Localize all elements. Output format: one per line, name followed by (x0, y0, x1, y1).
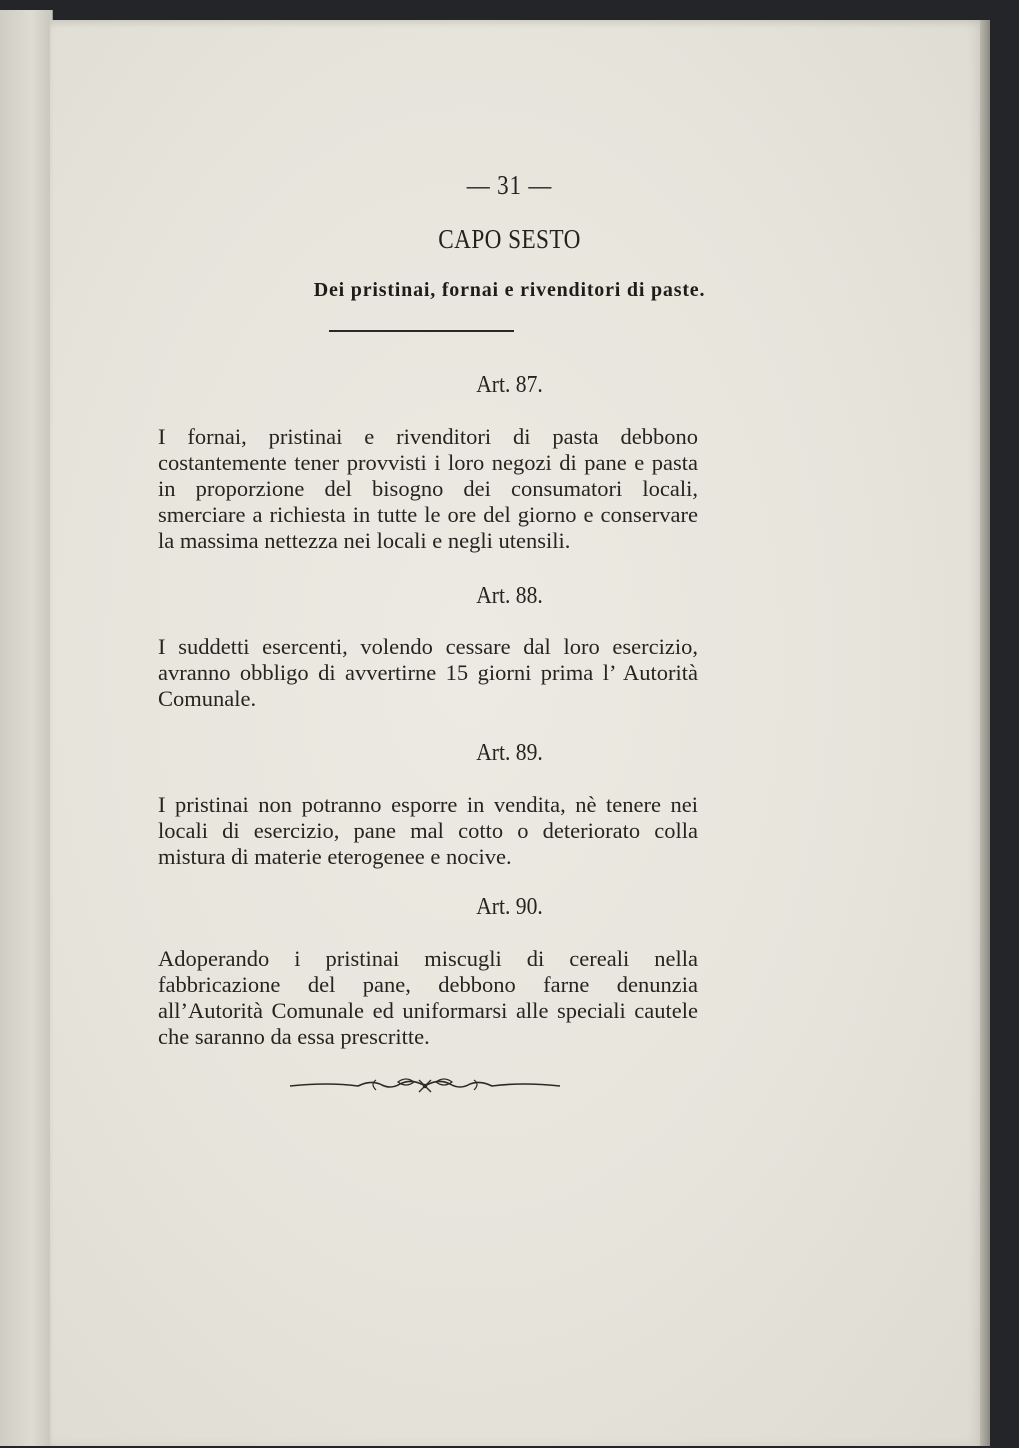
article-heading: Art. 87. (476, 372, 543, 398)
section-divider (329, 330, 514, 332)
article-paragraph: I suddetti esercenti, volendo cessare dal loro esercizio, avranno obbligo di avvertirne 15 giorni prima l’ Autorità Comunale. (158, 634, 698, 711)
page-number: — 31 — (466, 170, 553, 200)
previous-page-edge (0, 10, 53, 1446)
page-edge-shadow (980, 20, 990, 1446)
article-paragraph: I fornai, pristinai e rivenditori di pasta debbono costantemente tener provvisti i loro negozi di pane e pasta in proporzione del bisogno dei consumatori locali, smerciare a richiesta in tutte le ore del giorno e conservare la massima nettezza nei locali e negli utensili. (158, 424, 698, 553)
article-heading: Art. 88. (476, 583, 543, 609)
article-heading: Art. 90. (476, 894, 543, 920)
article-paragraph: I pristinai non potranno esporre in vendita, nè tenere nei locali di esercizio, pane mal cotto o deteriorato colla mistura di materie eterogenee e nocive. (158, 792, 698, 869)
article-paragraph: Adoperando i pristinai miscugli di cereali nella fabbricazione del pane, debbono farne denunzia all’Autorità Comunale ed uniformarsi alle speciali cautele che saranno da essa prescritte. (158, 946, 698, 1049)
article-heading: Art. 89. (476, 740, 543, 766)
chapter-subtitle: Dei pristinai, fornai e rivenditori di paste. (313, 279, 706, 301)
chapter-title: CAPO SESTO (438, 224, 581, 254)
decorative-flourish-icon (288, 1072, 562, 1100)
